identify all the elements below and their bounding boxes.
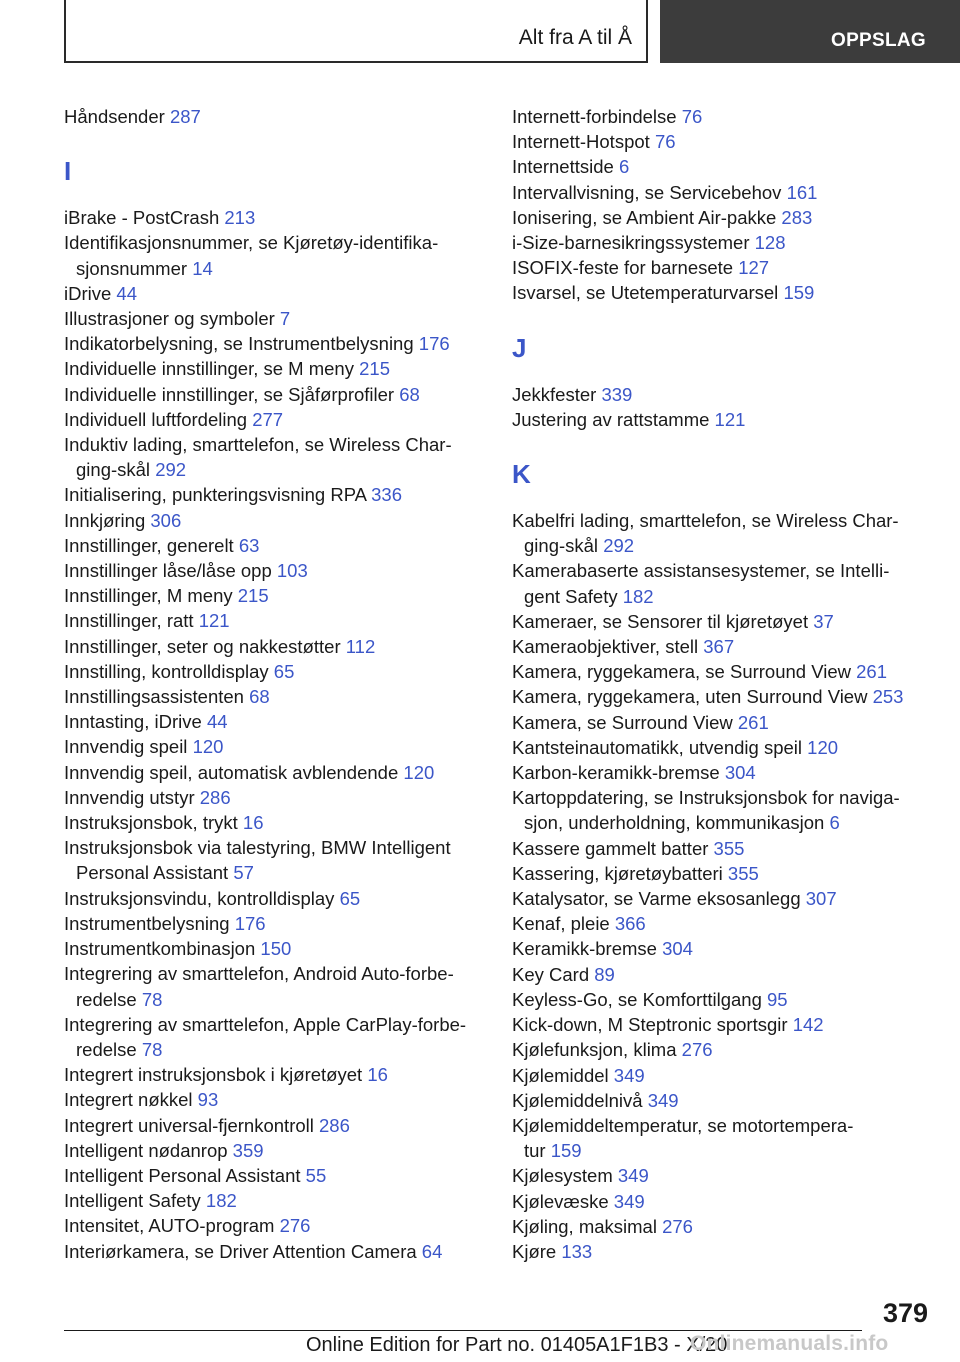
index-term: Instruksjonsvindu, kontrolldisplay xyxy=(64,887,335,909)
index-term: ging-skål xyxy=(76,459,151,481)
index-term: Kjølemiddeltemperatur, se motortempera- xyxy=(512,1114,854,1136)
index-entry xyxy=(512,382,932,407)
page-link[interactable]: 120 xyxy=(807,736,839,758)
page-link[interactable]: 286 xyxy=(199,786,231,808)
index-term: ging-skål xyxy=(524,535,599,557)
index-term: sjonsnummer xyxy=(76,257,188,279)
page-link[interactable]: 78 xyxy=(141,988,163,1010)
index-entry xyxy=(64,659,488,684)
index-entry xyxy=(512,1113,932,1163)
index-term: Internettside xyxy=(512,156,614,178)
index-term: Katalysator, se Varme eksosanlegg xyxy=(512,888,801,910)
page-link[interactable]: 68 xyxy=(249,686,270,708)
index-letter-heading: I xyxy=(64,156,72,187)
page-link[interactable]: 215 xyxy=(237,585,269,607)
index-term: Kjøre xyxy=(512,1240,557,1262)
page-link[interactable]: 304 xyxy=(662,938,693,960)
page-link[interactable]: 37 xyxy=(813,610,834,632)
index-term: Kick-down, M Steptronic sportsgir xyxy=(512,1014,788,1036)
index-entry xyxy=(64,508,488,533)
index-entry xyxy=(64,1188,488,1213)
index-entry xyxy=(64,356,488,381)
page-link[interactable]: 121 xyxy=(714,408,746,430)
index-term: Kassere gammelt batter xyxy=(512,837,709,859)
index-entry xyxy=(512,255,932,280)
index-term: Kjølemiddelnivå xyxy=(512,1089,643,1111)
index-entry xyxy=(64,785,488,810)
index-term: Karbon-keramikk-bremse xyxy=(512,762,720,784)
page-link[interactable]: 286 xyxy=(319,1114,350,1136)
index-term: Identifikasjonsnummer, se Kjøretøy-identifika- xyxy=(64,232,439,254)
index-entry xyxy=(512,1012,932,1037)
index-entry xyxy=(64,1113,488,1138)
page-link[interactable]: 6 xyxy=(618,156,630,178)
index-entry xyxy=(512,1239,932,1264)
index-entry xyxy=(64,230,488,280)
index-term: Instrumentbelysning xyxy=(64,912,230,934)
page-link[interactable]: 78 xyxy=(141,1038,163,1060)
index-column-left xyxy=(64,104,488,1264)
index-entry xyxy=(512,230,932,255)
index-entry xyxy=(64,734,488,759)
page-link[interactable]: 64 xyxy=(421,1240,443,1262)
page-link[interactable]: 159 xyxy=(550,1140,582,1162)
index-entry xyxy=(512,1063,932,1088)
index-entry xyxy=(512,280,932,305)
index-term: Kamera, ryggekamera, uten Surround View xyxy=(512,686,868,708)
index-term: Kabelfri lading, smarttelefon, se Wireless Char- xyxy=(512,510,899,532)
index-term: Kamera, ryggekamera, se Surround View xyxy=(512,661,851,683)
page-link[interactable]: 16 xyxy=(367,1064,388,1086)
page-link[interactable]: 306 xyxy=(150,509,182,531)
index-term: Innstillinger, ratt xyxy=(64,610,194,632)
index-term: Justering av rattstamme xyxy=(512,408,710,430)
index-entry xyxy=(64,810,488,835)
index-entry xyxy=(64,1138,488,1163)
index-term: Innstillinger, generelt xyxy=(64,534,234,556)
index-term: Innstillinger, M meny xyxy=(64,585,233,607)
index-entry xyxy=(64,583,488,608)
index-term: Innstillinger låse/låse opp xyxy=(64,560,272,582)
page-link[interactable]: 261 xyxy=(737,711,769,733)
index-entry xyxy=(64,709,488,734)
index-entry xyxy=(64,1087,488,1112)
index-entry xyxy=(512,936,932,961)
index-entry xyxy=(64,482,488,507)
index-entry xyxy=(64,306,488,331)
page-link[interactable]: 44 xyxy=(206,711,228,733)
page-link[interactable]: 76 xyxy=(681,106,703,127)
index-term: Innstilling, kontrolldisplay xyxy=(64,660,269,682)
page-link[interactable]: 355 xyxy=(727,862,759,884)
index-entry xyxy=(512,760,932,785)
index-term: Intervallvisning, se Servicebehov xyxy=(512,181,782,203)
index-term: Kameraer, se Sensorer til kjøretøyet xyxy=(512,610,809,632)
index-term: sjon, underholdning, kommunikasjon xyxy=(524,812,825,834)
index-entry xyxy=(512,684,932,709)
page-link[interactable]: 120 xyxy=(403,761,435,783)
index-term: Kamerabaserte assistansesystemer, se Intelli- xyxy=(512,560,890,582)
page-link[interactable]: 336 xyxy=(371,484,402,506)
index-entry xyxy=(512,407,932,432)
section-tab[interactable] xyxy=(660,0,960,63)
section-tab-label: OPPSLAG xyxy=(830,30,926,51)
page-link[interactable]: 103 xyxy=(276,560,308,582)
index-entry xyxy=(512,129,932,154)
index-entry xyxy=(512,104,932,129)
page-link[interactable]: 142 xyxy=(792,1014,824,1036)
index-entry xyxy=(64,634,488,659)
index-letter-heading: K xyxy=(512,459,531,490)
index-entry xyxy=(64,104,488,129)
index-entry xyxy=(512,836,932,861)
page-link[interactable]: 7 xyxy=(279,308,291,330)
header-frame xyxy=(64,0,648,63)
index-term: Keyless-Go, se Komforttilgang xyxy=(512,988,762,1010)
page-link[interactable]: 349 xyxy=(617,1165,649,1187)
index-column-right xyxy=(512,104,932,1264)
page-link[interactable]: 44 xyxy=(116,282,137,304)
index-entry xyxy=(64,331,488,356)
page-link[interactable]: 89 xyxy=(594,963,615,985)
section-title: Alt fra A til Å xyxy=(518,26,632,49)
page-link[interactable]: 339 xyxy=(601,383,633,405)
index-term: iBrake - PostCrash xyxy=(64,207,220,229)
index-term: Individuell luftfordeling xyxy=(64,408,248,430)
index-entry xyxy=(512,710,932,735)
page-link[interactable]: 120 xyxy=(192,736,224,758)
index-entry xyxy=(64,1062,488,1087)
page-link[interactable]: 63 xyxy=(238,534,260,556)
watermark: Onlinemanuals.info xyxy=(690,1332,889,1355)
index-term: Kantsteinautomatikk, utvendig speil xyxy=(512,736,803,758)
page-link[interactable]: 213 xyxy=(224,207,256,229)
page-link[interactable]: 16 xyxy=(242,812,264,834)
index-entry xyxy=(64,835,488,885)
index-term: Indikatorbelysning, se Instrumentbelysning xyxy=(64,333,414,355)
index-term: Kamera, se Surround View xyxy=(512,711,733,733)
index-term: Individuelle innstillinger, se Sjåførprofiler xyxy=(64,383,395,405)
page-link[interactable]: 68 xyxy=(399,383,420,405)
index-term: Initialisering, punkteringsvisning RPA xyxy=(64,484,366,506)
index-term: i-Size-barnesikringssystemer xyxy=(512,232,750,254)
page-link[interactable]: 277 xyxy=(252,408,284,430)
index-entry xyxy=(512,634,932,659)
page-link[interactable]: 14 xyxy=(192,257,213,279)
index-term: Internett-Hotspot xyxy=(512,131,650,153)
index-term: Kjølesystem xyxy=(512,1165,613,1187)
index-letter-heading: J xyxy=(512,332,527,363)
index-entry xyxy=(64,1239,488,1264)
index-entry xyxy=(512,911,932,936)
index-entry xyxy=(512,558,932,608)
index-entry xyxy=(512,1037,932,1062)
page-link[interactable]: 55 xyxy=(305,1164,327,1186)
index-term: Intensitet, AUTO-program xyxy=(64,1215,275,1237)
index-term: Integrert universal-fjernkontroll xyxy=(64,1114,314,1136)
page-link[interactable]: 176 xyxy=(418,333,450,355)
page-link[interactable]: 121 xyxy=(198,610,230,632)
index-term: Intelligent nødanrop xyxy=(64,1139,228,1161)
page-link[interactable]: 65 xyxy=(339,887,361,909)
index-entry xyxy=(512,1163,932,1188)
page-link[interactable]: 127 xyxy=(738,257,770,279)
index-term: Isvarsel, se Utetemperaturvarsel xyxy=(512,282,779,304)
index-entry xyxy=(512,1214,932,1239)
index-term: Illustrasjoner og symboler xyxy=(64,308,275,330)
index-term: Kjøling, maksimal xyxy=(512,1215,657,1237)
page-link[interactable]: 349 xyxy=(613,1064,645,1086)
index-term: iDrive xyxy=(64,282,112,304)
index-entry xyxy=(512,735,932,760)
index-term: tur xyxy=(524,1140,546,1162)
page-link[interactable]: 95 xyxy=(767,988,788,1010)
index-term: Innvendig speil xyxy=(64,736,188,758)
index-term: Innvendig utstyr xyxy=(64,786,195,808)
index-entry xyxy=(64,608,488,633)
page-link[interactable]: 359 xyxy=(232,1139,264,1161)
index-entry xyxy=(512,987,932,1012)
index-term: redelse xyxy=(76,1038,137,1060)
index-term: Intelligent Safety xyxy=(64,1190,201,1212)
index-term: Kameraobjektiver, stell xyxy=(512,636,699,658)
index-entry xyxy=(512,205,932,230)
page-link[interactable]: 287 xyxy=(169,106,201,127)
page-link[interactable]: 292 xyxy=(603,535,635,557)
index-entry xyxy=(512,180,932,205)
page-link[interactable]: 159 xyxy=(783,282,815,304)
page-link[interactable]: 57 xyxy=(233,862,254,884)
index-term: Interiørkamera, se Driver Attention Camera xyxy=(64,1240,417,1262)
index-term: Kjølefunksjon, klima xyxy=(512,1039,677,1061)
page-link[interactable]: 93 xyxy=(197,1089,219,1111)
index-term: Instrumentkombinasjon xyxy=(64,938,256,960)
index-term: ISOFIX-feste for barnesete xyxy=(512,257,734,279)
index-entry xyxy=(64,760,488,785)
index-term: Ionisering, se Ambient Air-pakke xyxy=(512,206,777,228)
page-link[interactable]: 276 xyxy=(681,1039,713,1061)
footer-divider xyxy=(64,1330,862,1331)
index-term: Integrert nøkkel xyxy=(64,1089,193,1111)
page-link[interactable]: 366 xyxy=(614,913,646,935)
index-entry xyxy=(512,154,932,179)
index-term: Integrering av smarttelefon, Android Auto-forbe- xyxy=(64,963,454,985)
index-entry xyxy=(64,1163,488,1188)
index-term: Induktiv lading, smarttelefon, se Wireless Char- xyxy=(64,434,452,456)
index-entry xyxy=(64,961,488,1011)
index-entry xyxy=(64,886,488,911)
index-term: Kjølemiddel xyxy=(512,1064,609,1086)
page-link[interactable]: 150 xyxy=(260,938,292,960)
index-term: Individuelle innstillinger, se M meny xyxy=(64,358,354,380)
index-entry xyxy=(64,911,488,936)
index-term: gent Safety xyxy=(524,585,618,607)
page-link[interactable]: 276 xyxy=(662,1215,693,1237)
page-number: 379 xyxy=(882,1298,928,1328)
index-entry xyxy=(512,886,932,911)
edition-text: Online Edition for Part no. 01405A1F1B3 - X/20 xyxy=(306,1334,728,1356)
page-link[interactable]: 292 xyxy=(155,459,187,481)
index-entry xyxy=(512,508,932,558)
index-entry xyxy=(64,558,488,583)
page-link[interactable]: 307 xyxy=(805,888,837,910)
page-link[interactable]: 349 xyxy=(647,1089,679,1111)
index-entry xyxy=(64,205,488,230)
page-link[interactable]: 253 xyxy=(872,686,904,708)
index-term: Integrert instruksjonsbok i kjøretøyet xyxy=(64,1064,363,1086)
index-term: Kjølevæske xyxy=(512,1190,609,1212)
page-link[interactable]: 176 xyxy=(234,912,266,934)
index-term: Kartoppdatering, se Instruksjonsbok for naviga- xyxy=(512,787,900,809)
index-entry xyxy=(64,432,488,482)
index-term: Personal Assistant xyxy=(76,862,229,884)
index-term: Integrering av smarttelefon, Apple CarPlay-forbe- xyxy=(64,1013,467,1035)
index-entry xyxy=(64,684,488,709)
index-entry xyxy=(512,861,932,886)
page-link[interactable]: 276 xyxy=(279,1215,311,1237)
index-term: Jekkfester xyxy=(512,383,597,405)
index-entry xyxy=(512,1189,932,1214)
page-link[interactable]: 349 xyxy=(613,1190,645,1212)
index-term: redelse xyxy=(76,988,137,1010)
index-term: Key Card xyxy=(512,963,590,985)
index-entry xyxy=(512,962,932,987)
index-term: Keramikk-bremse xyxy=(512,938,657,960)
page-link[interactable]: 355 xyxy=(713,837,745,859)
index-entry xyxy=(64,936,488,961)
index-entry xyxy=(64,281,488,306)
page-link[interactable]: 182 xyxy=(205,1190,237,1212)
page-link[interactable]: 6 xyxy=(829,812,840,834)
index-term: Kassering, kjøretøybatteri xyxy=(512,862,723,884)
page-link[interactable]: 367 xyxy=(703,636,735,658)
page-link[interactable]: 76 xyxy=(654,131,676,153)
index-entry xyxy=(512,785,932,835)
index-term: Internett-forbindelse xyxy=(512,106,677,127)
index-entry xyxy=(512,659,932,684)
index-entry xyxy=(64,1012,488,1062)
index-term: Innvendig speil, automatisk avblendende xyxy=(64,761,399,783)
page-link[interactable]: 161 xyxy=(786,181,818,203)
index-entry xyxy=(64,1213,488,1238)
index-entry xyxy=(512,1088,932,1113)
index-term: Innstillinger, seter og nakkestøtter xyxy=(64,635,341,657)
index-entry xyxy=(64,407,488,432)
index-term: Innkjøring xyxy=(64,509,146,531)
page-link[interactable]: 304 xyxy=(724,762,756,784)
index-entry xyxy=(64,382,488,407)
page-link[interactable]: 128 xyxy=(754,232,786,254)
page-link[interactable]: 215 xyxy=(359,358,390,380)
page-link[interactable]: 133 xyxy=(561,1240,593,1262)
index-term: Inntasting, iDrive xyxy=(64,711,202,733)
index-term: Instruksjonsbok via talestyring, BMW Intelligent xyxy=(64,837,451,859)
index-entry xyxy=(512,609,932,634)
index-entry xyxy=(64,533,488,558)
page-link[interactable]: 112 xyxy=(345,635,376,657)
index-term: Innstillingsassistenten xyxy=(64,686,244,708)
page-link[interactable]: 261 xyxy=(856,661,888,683)
page-link[interactable]: 65 xyxy=(273,660,295,682)
index-term: Intelligent Personal Assistant xyxy=(64,1164,301,1186)
index-term: Håndsender xyxy=(64,106,165,127)
index-term: Instruksjonsbok, trykt xyxy=(64,812,238,834)
page-link[interactable]: 182 xyxy=(622,585,654,607)
index-term: Kenaf, pleie xyxy=(512,913,610,935)
page-link[interactable]: 283 xyxy=(781,206,813,228)
